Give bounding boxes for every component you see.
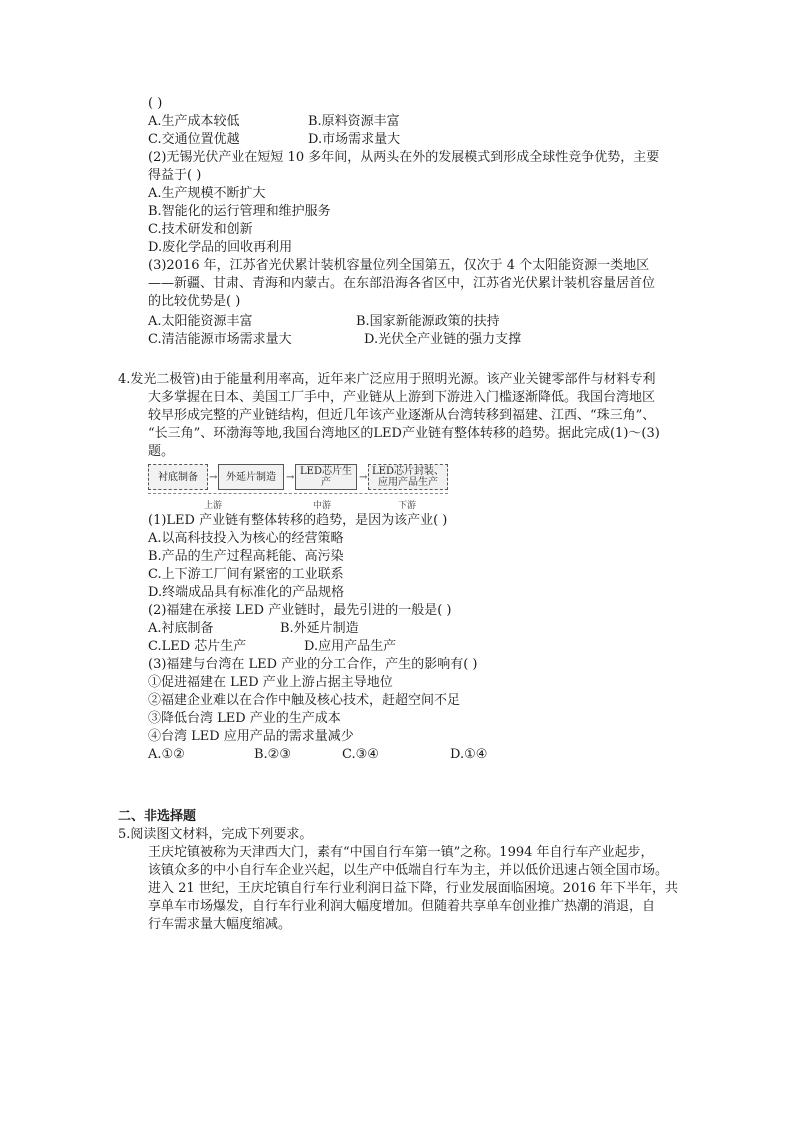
q4-sub3-option-a: A.①②	[148, 747, 185, 762]
q4-sub2-option-d: D.应用产品生产	[304, 639, 397, 654]
stage-downstream: 下游	[398, 501, 417, 511]
q4-sub2-option-c: C.LED 芯片生产	[148, 639, 247, 654]
flow-box-chip: LED芯片生产	[295, 464, 357, 490]
stage-upstream: 上游	[204, 501, 223, 511]
q4-sub3-statement-1: ①促进福建在 LED 产业上游占据主导地位	[148, 675, 393, 690]
q4-sub3-statement-2: ②福建企业难以在合作中触及核心技术，赶超空间不足	[148, 693, 461, 708]
q4-sub2-option-a: A.衬底制备	[148, 621, 214, 636]
q4-sub1-option-b: B.产品的生产过程高耗能、高污染	[148, 549, 344, 564]
stage-midstream: 中游	[313, 501, 332, 511]
q4-sub3-statement-4: ④台湾 LED 应用产品的需求量减少	[148, 729, 354, 744]
flow-box-packaging	[368, 464, 448, 490]
q4-sub1-stem: (1)LED 产业链有整体转移的趋势，是因为该产业( )	[148, 513, 448, 528]
q3-sub3-stem: (3)2016 年，江苏省光伏累计装机容量位列全国第五，仅次于 4 个太阳能资源一类地区	[148, 258, 650, 273]
q5-material-line-2: 该镇众多的中小自行车企业兴起，以生产中低端自行车为主，并以低价迅速占领全国市场。	[148, 863, 669, 878]
q3-sub2-option-b: B.智能化的运行管理和维护服务	[148, 204, 331, 219]
q4-stem-line-1: 4.发光二极管)由于能量利用率高，近年来广泛应用于照明光源。该产业关键零部件与材料专利	[118, 372, 656, 387]
q4-sub2-stem: (2)福建在承接 LED 产业链时，最先引进的一般是( )	[148, 603, 452, 618]
q3-sub3-option-d: D.光伏全产业链的强力支撑	[364, 332, 522, 347]
q3-sub3-option-b: B.国家新能源政策的扶持	[356, 314, 500, 329]
q5-material-line-4: 享单车市场爆发，自行车行业利润大幅度增加。但随着共享单车创业推广热潮的消退，自	[148, 899, 656, 914]
flow-box-substrate: 衬底制备	[148, 464, 208, 490]
q4-stem-line-4: “长三角”、环渤海等地,我国台湾地区的LED产业链有整体转移的趋势。据此完成(1)～(3)	[148, 426, 660, 441]
q3-sub2-option-d: D.废化学品的回收再利用	[148, 240, 293, 255]
q3-blank: ( )	[148, 96, 163, 111]
q4-sub1-option-a: A.以高科技投入为核心的经营策略	[148, 531, 344, 546]
q5-material-line-3: 进入 21 世纪，王庆坨镇自行车行业利润日益下降，行业发展面临困境。2016 年下半年，共	[148, 881, 679, 896]
q5-intro: 5.阅读图文材料，完成下列要求。	[118, 827, 313, 842]
q3-sub2-option-a: A.生产规模不断扩大	[148, 186, 266, 201]
flow-arrow-1: →	[209, 472, 218, 483]
stage-divider	[148, 493, 448, 494]
flow-box-packaging-line1: LED芯片封装、	[372, 466, 444, 477]
q3-sub3-option-a: A.太阳能资源丰富	[148, 314, 253, 329]
q3-sub2-option-c: C.技术研发和创新	[148, 222, 253, 237]
q4-sub3-stem: (3)福建与台湾在 LED 产业的分工合作，产生的影响有( )	[148, 657, 478, 672]
q4-sub3-option-d: D.①④	[450, 747, 488, 762]
q3-sub3-stem-cont: ——新疆、甘肃、青海和内蒙古。在东部沿海各省区中，江苏省光伏累计装机容量居首位	[148, 276, 656, 291]
flow-arrow-2: →	[286, 472, 295, 483]
q4-stem-line-3: 较早形成完整的产业链结构，但近几年该产业逐渐从台湾转移到福建、江西、“珠三角”、	[148, 408, 656, 423]
q5-material-line-5: 行车需求量大幅度缩减。	[148, 917, 292, 932]
q3-option-d: D.市场需求量大	[308, 132, 401, 147]
q3-option-a: A.生产成本较低	[148, 114, 240, 129]
flow-arrow-3: →	[359, 472, 368, 483]
q4-sub2-option-b: B.外延片制造	[280, 621, 359, 636]
q4-sub3-option-b: B.②③	[254, 747, 291, 762]
q3-sub3-option-c: C.清洁能源市场需求量大	[148, 332, 292, 347]
q3-sub3-stem-end: 的比较优势是( )	[148, 294, 241, 309]
q4-sub1-option-c: C.上下游工厂间有紧密的工业联系	[148, 567, 344, 582]
q3-option-c: C.交通位置优越	[148, 132, 240, 147]
flow-box-packaging-line2: 应用产品生产	[378, 477, 438, 488]
section-heading-non-choice: 二、非选择题	[118, 809, 197, 824]
q4-sub1-option-d: D.终端成品具有标准化的产品规格	[148, 585, 345, 600]
q4-sub3-statement-3: ③降低台湾 LED 产业的生产成本	[148, 711, 341, 726]
q4-stem-line-5: 题。	[148, 444, 175, 459]
q3-sub2-stem-cont: 得益于( )	[148, 168, 202, 183]
led-industry-chain-diagram	[148, 462, 450, 514]
flow-box-epitaxy: 外延片制造	[218, 464, 284, 490]
q4-sub3-option-c: C.③④	[342, 747, 379, 762]
q3-sub2-stem: (2)无锡光伏产业在短短 10 多年间，从两头在外的发展模式到形成全球性竞争优势，主要	[148, 150, 660, 165]
q4-stem-line-2: 大多掌握在日本、美国工厂手中，产业链从上游到下游进入门槛逐渐降低。我国台湾地区	[148, 390, 656, 405]
q5-material-line-1: 王庆坨镇被称为天津西大门，素有“中国自行车第一镇”之称。1994 年自行车产业起步，	[148, 845, 654, 860]
q3-option-b: B.原料资源丰富	[308, 114, 400, 129]
